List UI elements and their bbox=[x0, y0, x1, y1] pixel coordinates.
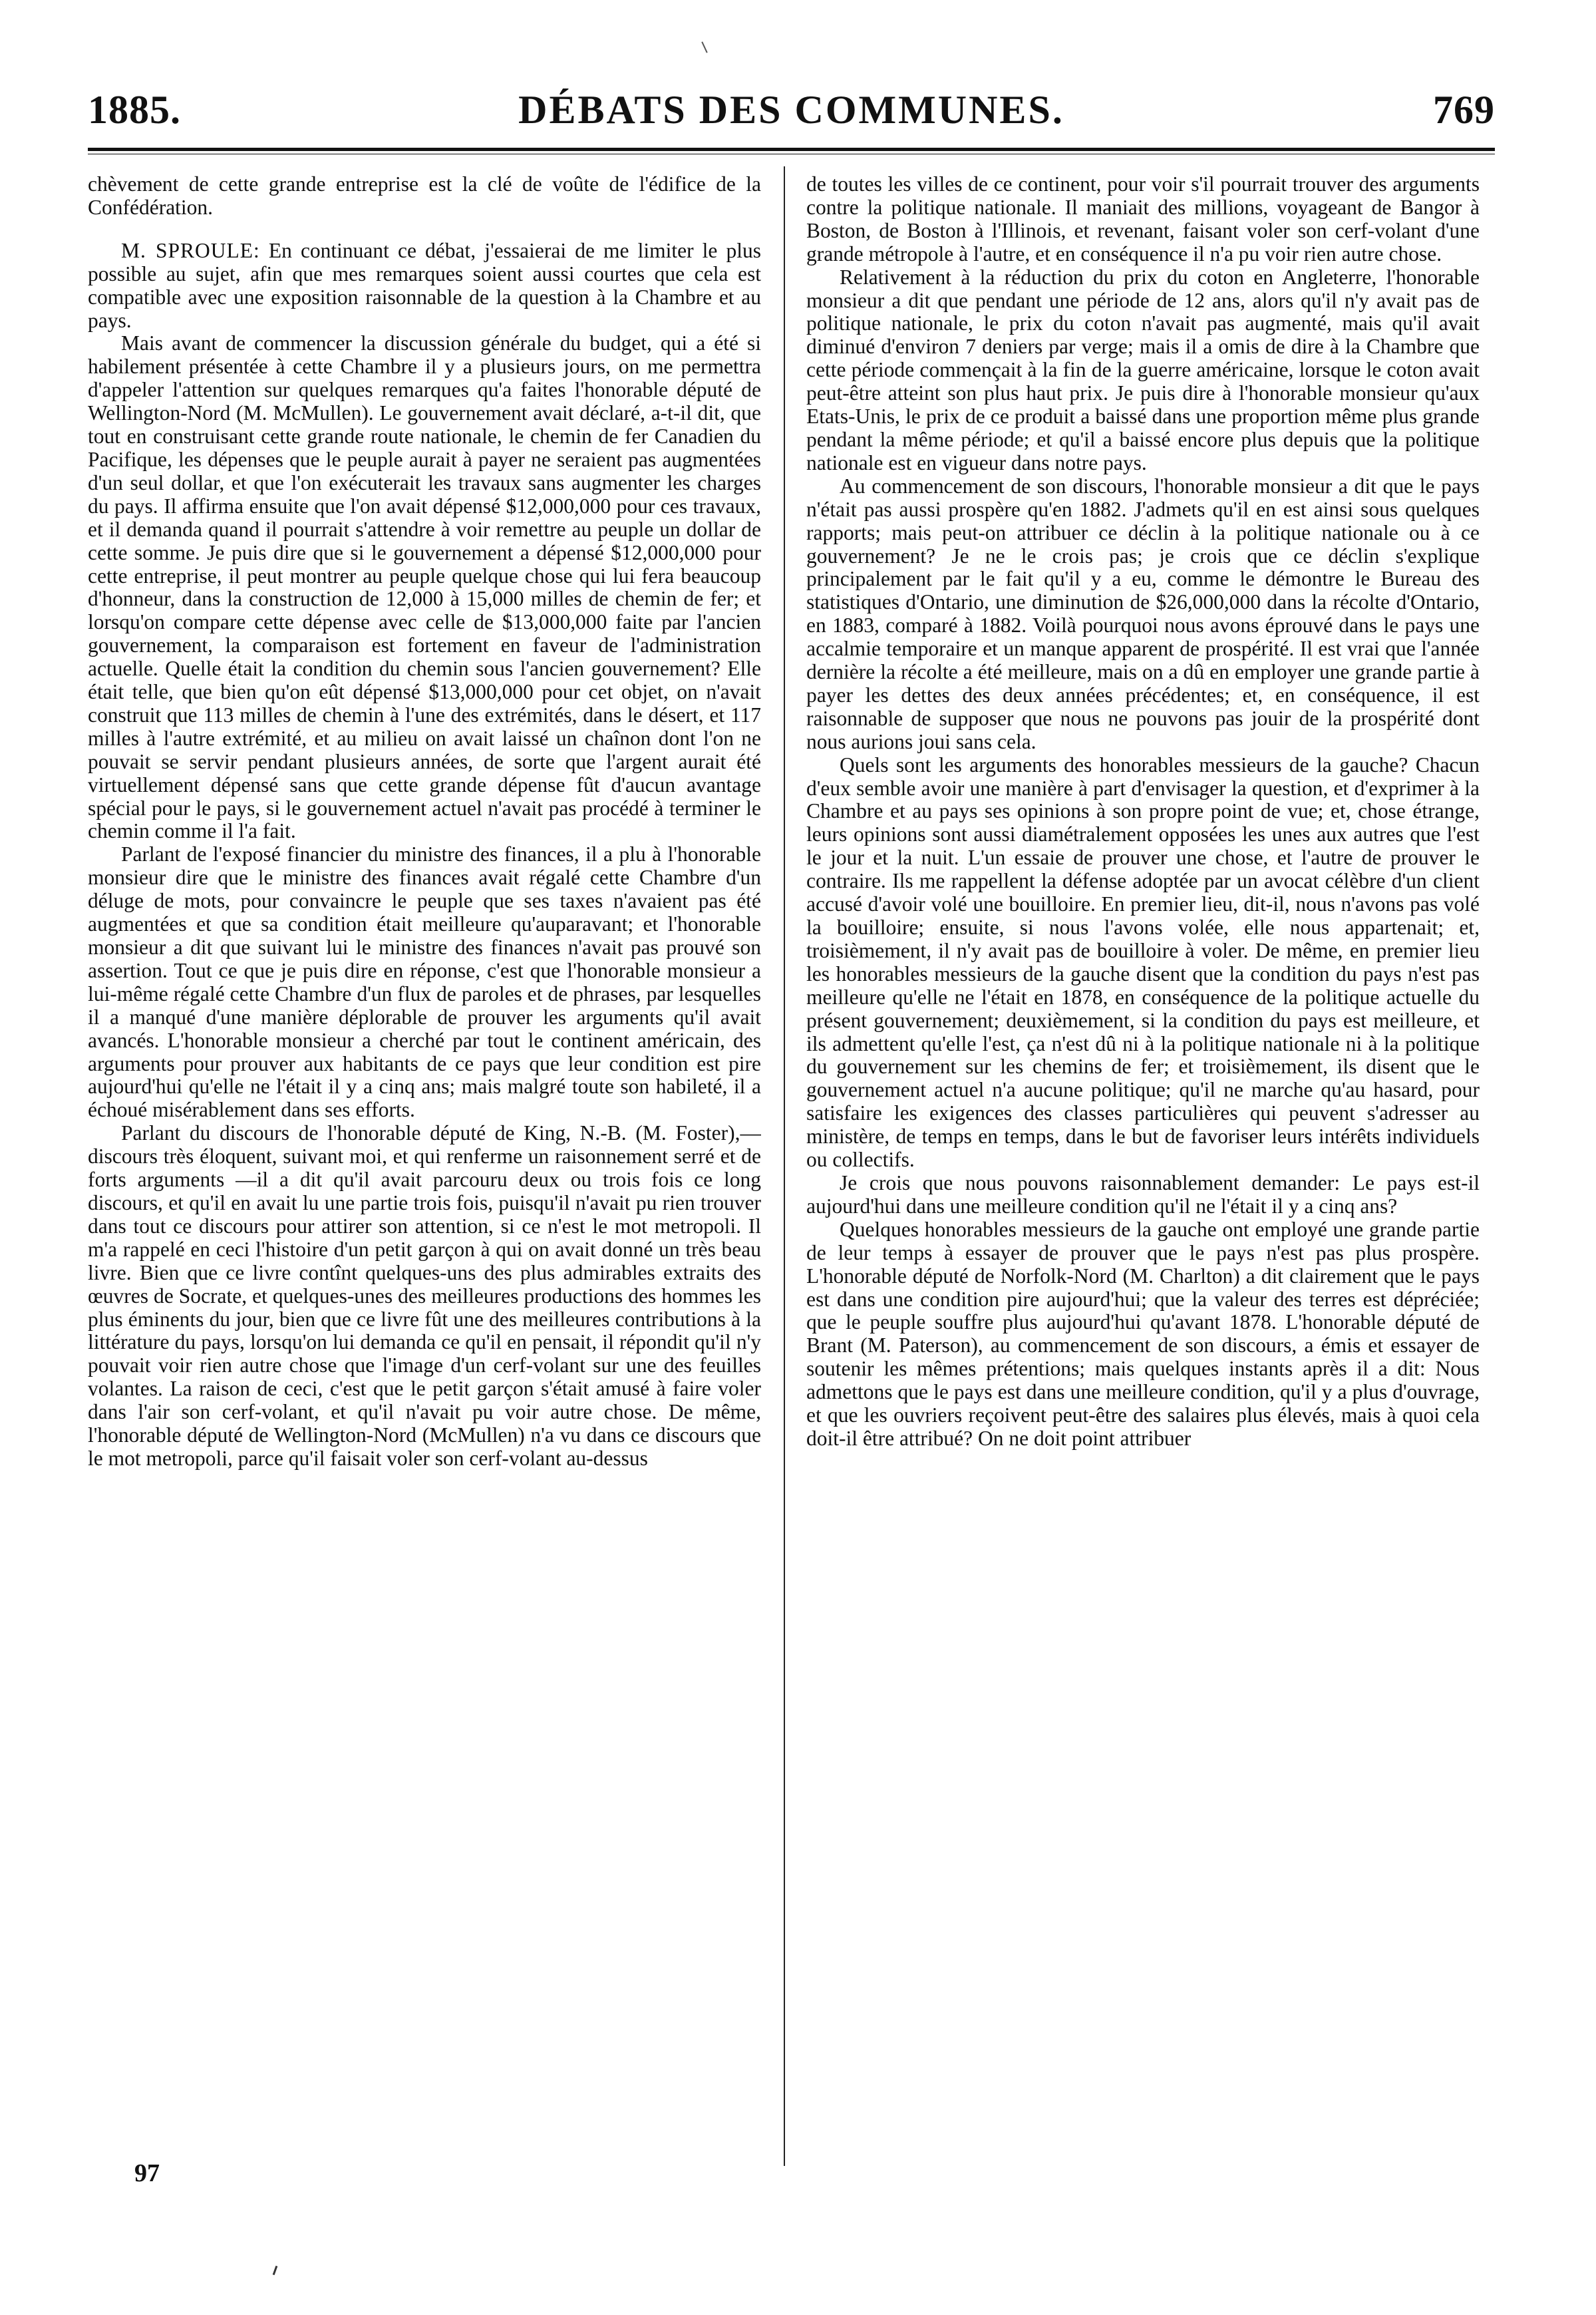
header-rule bbox=[88, 148, 1495, 151]
paragraph: Parlant de l'exposé financier du ministre des finances, il a plu à l'honorable monsieur dire que le ministre des finances avait régalé cette Chambre d'un déluge de mots, pour convaincre le peuple que ses taxes n'avaient pas été augmentées et que sa condition était meilleure qu'auparavant; et l'honorable monsieur a dit que suivant lui le ministre des finances n'avait pas prouvé son assertion. Tout ce que je puis dire en réponse, c'est que l'honorable monsieur a lui-même régalé cette Chambre d'un flux de paroles et de phrases, par lesquelles il a manqué d'une manière déplorable de prouver les arguments qu'il avait avancés. L'honorable monsieur a cherché par tout le continent américain, des arguments pour prouver aux habitants de ce pays que leur condition est pire aujourd'hui qu'elle ne l'était il y a cinq ans; mais malgré toute son habileté, il a échoué misérablement dans ses efforts. bbox=[88, 842, 761, 1122]
print-speck bbox=[701, 41, 707, 53]
left-column bbox=[88, 173, 761, 2176]
paragraph: Quelques honorables messieurs de la gauche ont employé une grande partie de leur temps à essayer de prouver que le pays n'est pas plus prospère. L'honorable député de Norfolk-Nord (M. Charlton) a dit clairement que le pays est dans une condition pire aujourd'hui; que la valeur des terres est dépréciée; que le peuple souffre plus aujourd'hui qu'avant 1878. L'honorable député de Brant (M. Paterson), au commencement de son discours, a émis et essayer de soutenir les mêmes prétentions; mais quelques instants après il a dit: Nous admettons que le pays est dans une meilleure condition, qu'il y a plus d'ouvrage, et que les ouvriers reçoivent peut-être des salaires plus élevés, mais à quoi cela doit-il être attribué? On ne doit point attribuer bbox=[806, 1217, 1480, 1450]
paragraph: Au commencement de son discours, l'honorable monsieur a dit que le pays n'était pas aussi prospère qu'en 1882. J'admets qu'il en est ainsi sous quelques rapports; mais peut-on attribuer ce déclin à la politique nationale ou à ce gouvernement? Je ne le crois pas; je crois que ce déclin s'explique principalement par le fait qu'il y a eu, comme le démontre le Bureau des statistiques d'Ontario, une diminution de $26,000,000 dans la récolte d'Ontario, en 1883, comparé à 1882. Voilà pourquoi nous avons éprouvé dans le pays une accalmie temporaire et un manque apparent de prospérité. Il est vrai que l'année dernière la récolte a été meilleure, mais on a dû en employer une grande partie à payer les dettes des deux années précédentes; et, en conséquence, il est raisonnable de supposer que nous ne pouvons pas jouir de la prospérité dont nous aurions joui sans cela. bbox=[806, 474, 1480, 753]
speech-text: En continuant ce débat, j'essaierai de me limiter le plus possible au sujet, afin que mes remarques soient aussi courtes que cela est compatible avec une exposition raisonnable de la question à la Chambre et au pays. bbox=[88, 238, 761, 332]
paragraph: de toutes les villes de ce continent, pour voir s'il pourrait trouver des arguments contre la politique nationale. Il maniait des millions, voyageant de Bangor à Boston, de Boston à l'Illinois, et revenant, faisant voler son cerf-volant d'une grande métropole à l'autre, et en conséquence il n'a pu voir rien autre chose. bbox=[806, 173, 1480, 266]
page-header bbox=[88, 83, 1495, 143]
paragraph: Je crois que nous pouvons raisonnablement demander: Le pays est-il aujourd'hui dans une meilleure condition qu'il ne l'était il y a cinq ans? bbox=[806, 1170, 1480, 1218]
paragraph: chèvement de cette grande entreprise est la clé de voûte de l'édifice de la Confédération. bbox=[88, 173, 761, 219]
right-column bbox=[806, 173, 1480, 2176]
page-number: 769 bbox=[1433, 88, 1495, 132]
column-divider bbox=[784, 166, 785, 2166]
running-title: DÉBATS DES COMMUNES. bbox=[518, 88, 1064, 132]
paragraph: Parlant du discours de l'honorable député de King, N.-B. (M. Foster),—discours très éloquent, suivant moi, et qui renferme un raisonnement serré et de forts arguments —il a dit qu'il avait parcouru deux ou trois fois ce long discours, et qu'il en avait lu une partie trois fois, puisqu'il n'avait pu rien trouver dans tout ce discours pour attirer son attention, si ce n'est le mot metropoli. Il m'a rappelé en ceci l'histoire d'un petit garçon à qui on avait donné un très beau livre. Bien que ce livre contînt quelques-uns des plus admirables extraits des œuvres de Socrate, et quelques-unes des meilleures productions des hommes les plus éminents du jour, bien que ce livre fût une des meilleures contributions à la littérature du pays, lorsqu'on lui demanda ce qu'il en pensait, il répondit qu'il n'y pouvait voir rien autre chose que l'image d'un cerf-volant sur une des feuilles volantes. La raison de ceci, c'est que le petit garçon s'était amusé à faire voler dans l'air son cerf-volant, et qu'il n'avait pu voir autre chose. De même, l'honorable député de Wellington-Nord (McMullen) n'a vu dans ce discours que le mot metropoli, parce qu'il faisait voler son cerf-volant au-dessus bbox=[88, 1121, 761, 1470]
speech-paragraph bbox=[88, 240, 761, 333]
paragraph: Relativement à la réduction du prix du coton en Angleterre, l'honorable monsieur a dit que pendant une période de 12 ans, alors qu'il n'y avait pas de politique nationale, le prix du coton n'avait pas augmenté, mais qu'il avait diminué d'environ 7 deniers par verge; mais il a omis de dire à la Chambre que cette période commençait à la fin de la guerre américaine, lorsque le coton avait peut-être atteint son plus haut prix. Je puis dire à l'honorable monsieur qu'aux Etats-Unis, le prix de ce produit a baissé dans une proportion même plus grande pendant la même période; et qu'il a baissé encore plus depuis que la politique nationale est en vigueur dans notre pays. bbox=[806, 265, 1480, 474]
print-speck bbox=[273, 2266, 278, 2275]
signature-mark: 97 bbox=[134, 2159, 160, 2187]
paragraph: Quels sont les arguments des honorables messieurs de la gauche? Chacun d'eux semble avoir une manière à part d'envisager la question, et d'exprimer à la Chambre et au pays ses opinions à son propre point de vue; et, chose étrange, leurs opinions sont aussi diamétralement opposées les unes aux autres que l'est le jour et la nuit. L'un essaie de prouver une chose, et l'autre de prouver le contraire. Ils me rappellent la défense adoptée par un avocat célèbre d'un client accusé d'avoir volé une bouilloire. En premier lieu, dit-il, nous n'avons pas volé la bouilloire; ensuite, si nous l'avons volée, elle nous appartenait; et, troisièmement, il n'y avait pas de bouilloire à voler. De même, en premier lieu les honorables messieurs de la gauche disent que la condition du pays n'est pas meilleure qu'elle ne l'était en 1878, en conséquence de la politique actuelle du présent gouvernement; deuxièmement, si la condition du pays est meilleure, et ils admettent qu'elle l'est, ça n'est dû ni à la politique nationale ni à la politique du gouvernement sur les chemins de fer; et troisièmement, ils disent que le gouvernement actuel n'a aucune politique; qu'il ne marche qu'au hasard, pour satisfaire les exigences des classes particulières qui peuvent s'adresser au ministère, de temps en temps, dans le but de favoriser leurs intérêts individuels ou collectifs. bbox=[806, 753, 1480, 1172]
speaker-name: M. SPROULE: bbox=[121, 238, 260, 262]
header-year: 1885. bbox=[88, 88, 181, 132]
paragraph: Mais avant de commencer la discussion générale du budget, qui a été si habilement présentée à cette Chambre il y a plusieurs jours, on me permettra d'appeler l'attention sur quelques remarques qu'a faites l'honorable député de Wellington-Nord (M. McMullen). Le gouvernement avait déclaré, a-t-il dit, que tout en construisant cette grande route nationale, le chemin de fer Canadien du Pacifique, les dépenses que le peuple aurait à payer ne seraient pas augmentées d'un seul dollar, et que l'on exécuterait les travaux sans augmenter les charges du pays. Il affirma ensuite que l'on avait dépensé $12,000,000 pour ces travaux, et il demanda quand il pourrait s'attendre à voir remettre au peuple un dollar de cette somme. Je puis dire que si le gouvernement a dépensé $12,000,000 pour cette entreprise, il peut montrer au peuple quelque chose qui lui fera beaucoup d'honneur, dans la construction de 12,000 à 15,000 milles de chemin de fer; et lorsqu'on compare cette dépense avec celle de $13,000,000 faite par l'ancien gouvernement, la comparaison est fortement en faveur de l'administration actuelle. Quelle était la condition du chemin sous l'ancien gouvernement? Elle était telle, que bien qu'on eût dépensé $13,000,000 pour cet objet, on n'avait construit que 113 milles de chemin à l'une des extrémités, dans le désert, et 117 milles à l'autre extrémité, et au milieu on avait laissé un chaînon dont l'on ne pouvait se servir pendant plusieurs années, de sorte que l'argent aurait été virtuellement dépensé sans que cette grande dépense fût d'aucun avantage spécial pour le pays, si le gouvernement actuel n'avait pas procédé à terminer le chemin comme il l'a fait. bbox=[88, 331, 761, 843]
